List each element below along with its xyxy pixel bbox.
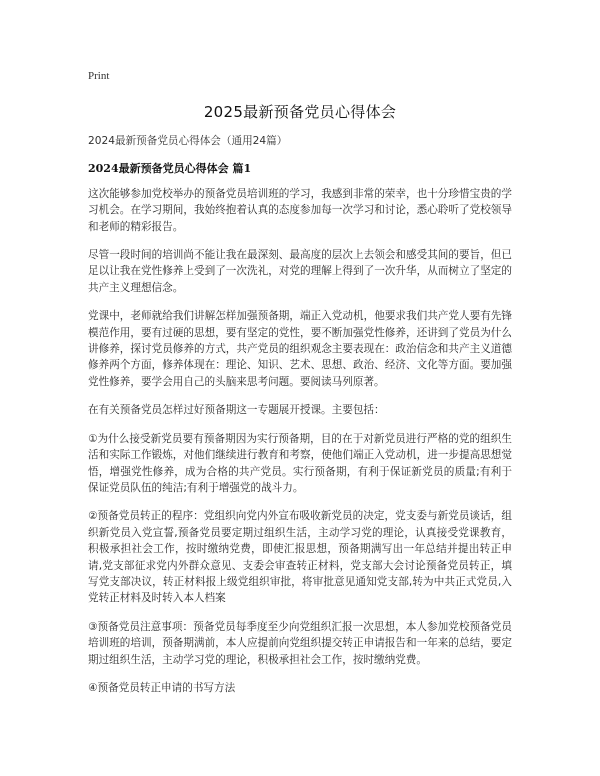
document-body	[88, 133, 512, 708]
paragraph-2: 尽管一段时间的培训尚不能让我在最深刻、最高度的层次上去领会和感受其间的要旨，但已足以让我在党性修养上受到了一次洗礼，对党的理解上得到了一次升华，从而树立了坚定的共产主义理想信念。	[88, 249, 512, 294]
print-link[interactable]: Print	[88, 70, 110, 82]
document-title: 2025最新预备党员心得体会	[203, 103, 397, 121]
document-subtitle: 2024最新预备党员心得体会（通用24篇）	[88, 135, 288, 147]
paragraph-5: ①为什么接受新党员要有预备期因为实行预备期，目的在于对新党员进行严格的党的组织生活和实际工作锻炼，对他们继续进行教育和考察，使他们端正入党动机，进一步提高思想觉悟，增强党性修养，成为合格的共产党员。实行预备期，有利于保证新党员的质量;有利于保证党员队伍的纯洁;有利于增强党的战斗力。	[88, 432, 512, 494]
paragraph-4: 在有关预备党员怎样过好预备期这一专题展开授课。主要包括：	[88, 404, 385, 417]
paragraph-8: ④预备党员转正申请的书写方法	[88, 681, 236, 694]
section-heading: 2024最新预备党员心得体会 篇1	[88, 162, 252, 176]
paragraph-7: ③预备党员注意事项：预备党员每季度至少向党组织汇报一次思想，本人参加党校预备党员培训班的培训，预备期满前，本人应提前向党组织提交转正申请报告和一年来的总结，要定期过组织生活，主动学习党的理论，积极承担社会工作，按时缴纳党费。	[88, 620, 512, 666]
paragraph-6: ②预备党员转正的程序：党组织向党内外宣布吸收新党员的决定，党支委与新党员谈话，组织新党员入党宣誓,预备党员要定期过组织生活，主动学习党的理论，认真接受党课教育，积极承担社会工作，按时缴纳党费，即使汇报思想，预备期满写出一年总结并提出转正申请,党支部征求党内外群众意见、支委会审查转正材料，党支部大会讨论预备党员转正，填写党支部决议，转正材料报上级党组织审批，将审批意见通知党支部,转为中共正式党员,入党转正材料及时转入本人档案	[88, 510, 512, 605]
paragraph-3: 党课中，老师就给我们讲解怎样加强预备期，端正入党动机，他要求我们共产党人要有先锋模范作用，要有过硬的思想，要有坚定的党性，要不断加强党性修养，还讲到了党员为什么讲修养，探讨党员修养的方式，共产党员的组织观念主要表现在：政治信念和共产主义道德修养两个方面，修养体现在：理论、知识、艺术、思想、政治、经济、文化等方面。要加强党性修养，要学会用自己的头脑来思考问题。要阅读马列原著。	[88, 310, 512, 388]
paragraph-1: 这次能够参加党校举办的预备党员培训班的学习，我感到非常的荣幸，也十分珍惜宝贵的学习机会。在学习期间，我始终抱着认真的态度参加每一次学习和讨论，悉心聆听了党校领导和老师的精彩报告。	[88, 187, 512, 233]
